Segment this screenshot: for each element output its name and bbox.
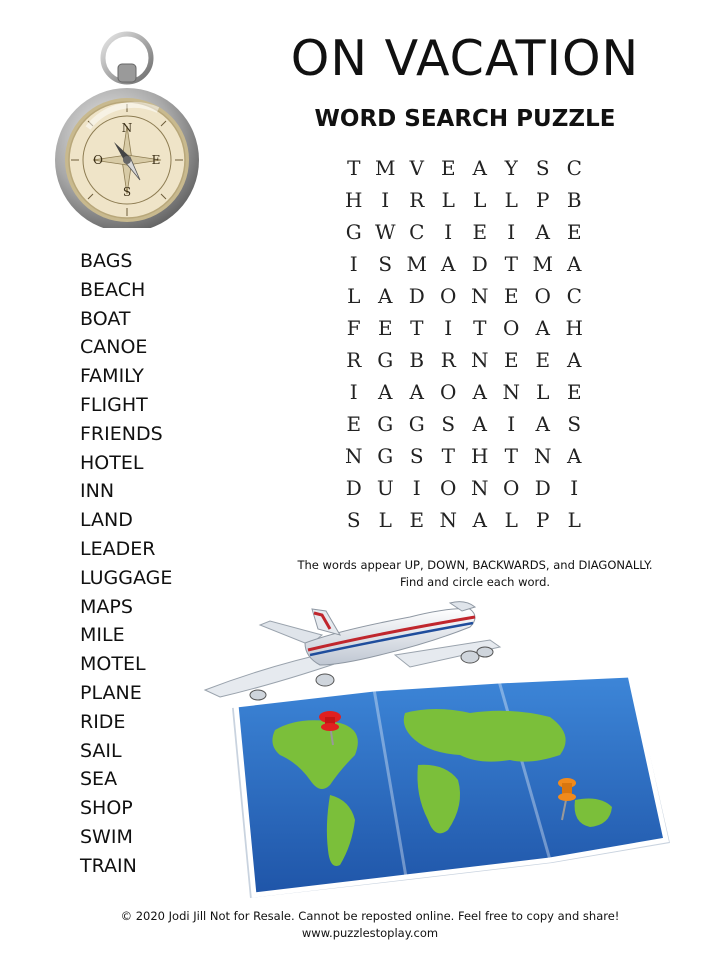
grid-letter[interactable]: E — [566, 380, 582, 404]
grid-letter[interactable]: N — [345, 444, 363, 468]
grid-letter[interactable]: S — [409, 444, 424, 468]
grid-letter[interactable]: C — [566, 284, 582, 308]
grid-letter[interactable]: A — [472, 508, 487, 532]
grid-letter[interactable]: I — [349, 252, 358, 276]
puzzle-subtitle: WORD SEARCH PUZZLE — [314, 106, 616, 132]
grid-letter[interactable]: N — [439, 508, 457, 532]
instructions-line-1: The words appear UP, DOWN, BACKWARDS, and DIAGONALLY. — [297, 558, 653, 572]
grid-letter[interactable]: L — [378, 508, 392, 532]
word-list-item: INN — [80, 480, 115, 503]
grid-letter[interactable]: N — [534, 444, 552, 468]
grid-letter[interactable]: I — [412, 476, 421, 500]
grid-letter[interactable]: T — [410, 316, 424, 340]
grid-letter[interactable]: A — [567, 252, 582, 276]
grid-letter[interactable]: A — [535, 316, 550, 340]
grid-letter[interactable]: A — [472, 412, 487, 436]
grid-letter[interactable]: O — [440, 380, 457, 404]
grid-letter[interactable]: E — [440, 156, 456, 180]
grid-letter[interactable]: G — [345, 220, 362, 244]
grid-letter[interactable]: O — [503, 476, 520, 500]
compass-east-label: E — [151, 153, 161, 167]
grid-letter[interactable]: L — [347, 284, 361, 308]
grid-letter[interactable]: P — [536, 508, 550, 532]
grid-letter[interactable]: L — [441, 188, 455, 212]
compass-south-label: S — [122, 185, 132, 199]
grid-letter[interactable]: O — [503, 316, 520, 340]
website-link[interactable]: www.puzzlestoplay.com — [301, 926, 439, 940]
grid-letter[interactable]: R — [409, 188, 425, 212]
grid-letter[interactable]: T — [347, 156, 361, 180]
grid-letter[interactable]: C — [409, 220, 425, 244]
grid-letter[interactable]: H — [471, 444, 489, 468]
grid-letter[interactable]: V — [409, 156, 424, 180]
word-list-item: LEADER — [80, 537, 156, 560]
grid-letter[interactable]: A — [378, 380, 393, 404]
grid-letter[interactable]: A — [472, 156, 487, 180]
grid-letter[interactable]: R — [440, 348, 456, 372]
grid-letter[interactable]: L — [567, 508, 581, 532]
grid-letter[interactable]: E — [377, 316, 393, 340]
grid-letter[interactable]: H — [565, 316, 583, 340]
grid-letter[interactable]: M — [532, 252, 553, 276]
grid-letter[interactable]: M — [406, 252, 427, 276]
grid-letter[interactable]: N — [502, 380, 520, 404]
grid-letter[interactable]: D — [408, 284, 425, 308]
word-list-item: SHOP — [80, 797, 133, 820]
grid-letter[interactable]: A — [441, 252, 456, 276]
grid-letter[interactable]: I — [349, 380, 358, 404]
word-list-item: FLIGHT — [80, 393, 148, 416]
word-list-item: RIDE — [80, 710, 126, 733]
grid-letter[interactable]: E — [409, 508, 425, 532]
word-list-item: TRAIN — [80, 854, 137, 877]
grid-letter[interactable]: B — [566, 188, 582, 212]
world-map-image — [232, 675, 670, 898]
word-list-item: PLANE — [80, 681, 142, 704]
grid-letter[interactable]: E — [503, 348, 519, 372]
puzzle-title: ON VACATION — [290, 30, 640, 87]
grid-letter[interactable]: A — [409, 380, 424, 404]
word-list-item: FAMILY — [80, 365, 144, 388]
grid-letter[interactable]: P — [536, 188, 550, 212]
grid-letter[interactable]: F — [346, 316, 361, 340]
grid-letter[interactable]: B — [409, 348, 425, 372]
word-list-item: BAGS — [80, 250, 133, 272]
grid-letter[interactable]: D — [471, 252, 488, 276]
grid-letter[interactable]: N — [471, 284, 489, 308]
word-list — [80, 247, 172, 881]
word-list-item: SWIM — [80, 825, 133, 848]
grid-letter[interactable]: C — [566, 156, 582, 180]
grid-letter[interactable]: G — [408, 412, 425, 436]
grid-letter[interactable]: S — [346, 508, 361, 532]
grid-letter[interactable]: I — [444, 220, 453, 244]
grid-letter[interactable]: T — [473, 316, 487, 340]
footer — [0, 908, 720, 942]
grid-letter[interactable]: N — [471, 476, 489, 500]
grid-letter[interactable]: L — [504, 188, 518, 212]
grid-letter[interactable]: E — [472, 220, 488, 244]
grid-letter[interactable]: G — [377, 348, 394, 372]
word-list-item: BOAT — [80, 307, 131, 330]
grid-letter[interactable]: E — [503, 284, 519, 308]
word-list-item: FRIENDS — [80, 422, 163, 445]
grid-letter[interactable]: T — [504, 252, 518, 276]
letter-grid[interactable] — [338, 152, 590, 536]
grid-letter[interactable]: O — [440, 284, 457, 308]
grid-letter[interactable]: N — [471, 348, 489, 372]
grid-letter[interactable]: L — [473, 188, 487, 212]
grid-letter[interactable]: L — [504, 508, 518, 532]
instructions — [270, 557, 680, 591]
grid-letter[interactable]: I — [570, 476, 579, 500]
grid-letter[interactable]: A — [472, 380, 487, 404]
word-list-item: MILE — [80, 624, 125, 647]
grid-letter[interactable]: A — [378, 284, 393, 308]
grid-letter[interactable]: H — [345, 188, 363, 212]
word-list-item: BEACH — [80, 278, 146, 301]
grid-letter[interactable]: E — [346, 412, 362, 436]
word-list-item: HOTEL — [80, 451, 144, 474]
grid-letter[interactable]: T — [441, 444, 455, 468]
grid-letter[interactable]: E — [566, 220, 582, 244]
grid-letter[interactable]: I — [507, 220, 516, 244]
word-list-item: MOTEL — [80, 653, 146, 676]
travel-illustration — [180, 595, 680, 905]
grid-letter[interactable]: G — [377, 412, 394, 436]
grid-letter[interactable]: S — [378, 252, 393, 276]
grid-letter[interactable]: I — [381, 188, 390, 212]
grid-letter[interactable]: S — [567, 412, 582, 436]
grid-letter[interactable]: E — [535, 348, 551, 372]
grid-letter[interactable]: D — [534, 476, 551, 500]
grid-letter[interactable]: G — [377, 444, 394, 468]
grid-letter[interactable]: Y — [504, 156, 518, 180]
grid-letter[interactable]: A — [567, 444, 582, 468]
word-list-item: LUGGAGE — [80, 566, 173, 589]
grid-letter[interactable]: T — [504, 444, 518, 468]
word-list-item: LAND — [80, 509, 133, 532]
grid-letter[interactable]: S — [441, 412, 456, 436]
grid-letter[interactable]: S — [535, 156, 550, 180]
word-list-item: SEA — [80, 768, 118, 791]
compass-north-label: N — [121, 121, 133, 135]
copyright-text: © 2020 Jodi Jill Not for Resale. Cannot be reposted online. Feel free to copy and share! — [120, 909, 620, 923]
instructions-line-2: Find and circle each word. — [399, 575, 551, 589]
word-list-item: CANOE — [80, 336, 148, 359]
grid-letter[interactable]: I — [507, 412, 516, 436]
grid-letter[interactable]: R — [346, 348, 362, 372]
grid-letter[interactable]: A — [535, 412, 550, 436]
grid-letter[interactable]: A — [567, 348, 582, 372]
word-list-item: MAPS — [80, 595, 133, 618]
grid-letter[interactable]: O — [534, 284, 551, 308]
grid-letter[interactable]: U — [376, 476, 394, 500]
compass-icon — [48, 28, 208, 228]
grid-letter[interactable]: M — [375, 156, 396, 180]
grid-letter[interactable]: W — [374, 220, 396, 244]
grid-letter[interactable]: O — [440, 476, 457, 500]
grid-letter[interactable]: D — [345, 476, 362, 500]
grid-letter[interactable]: A — [535, 220, 550, 244]
word-list-item: SAIL — [80, 739, 122, 762]
compass-west-label: O — [93, 153, 103, 167]
grid-letter[interactable]: L — [536, 380, 550, 404]
grid-letter[interactable]: I — [444, 316, 453, 340]
